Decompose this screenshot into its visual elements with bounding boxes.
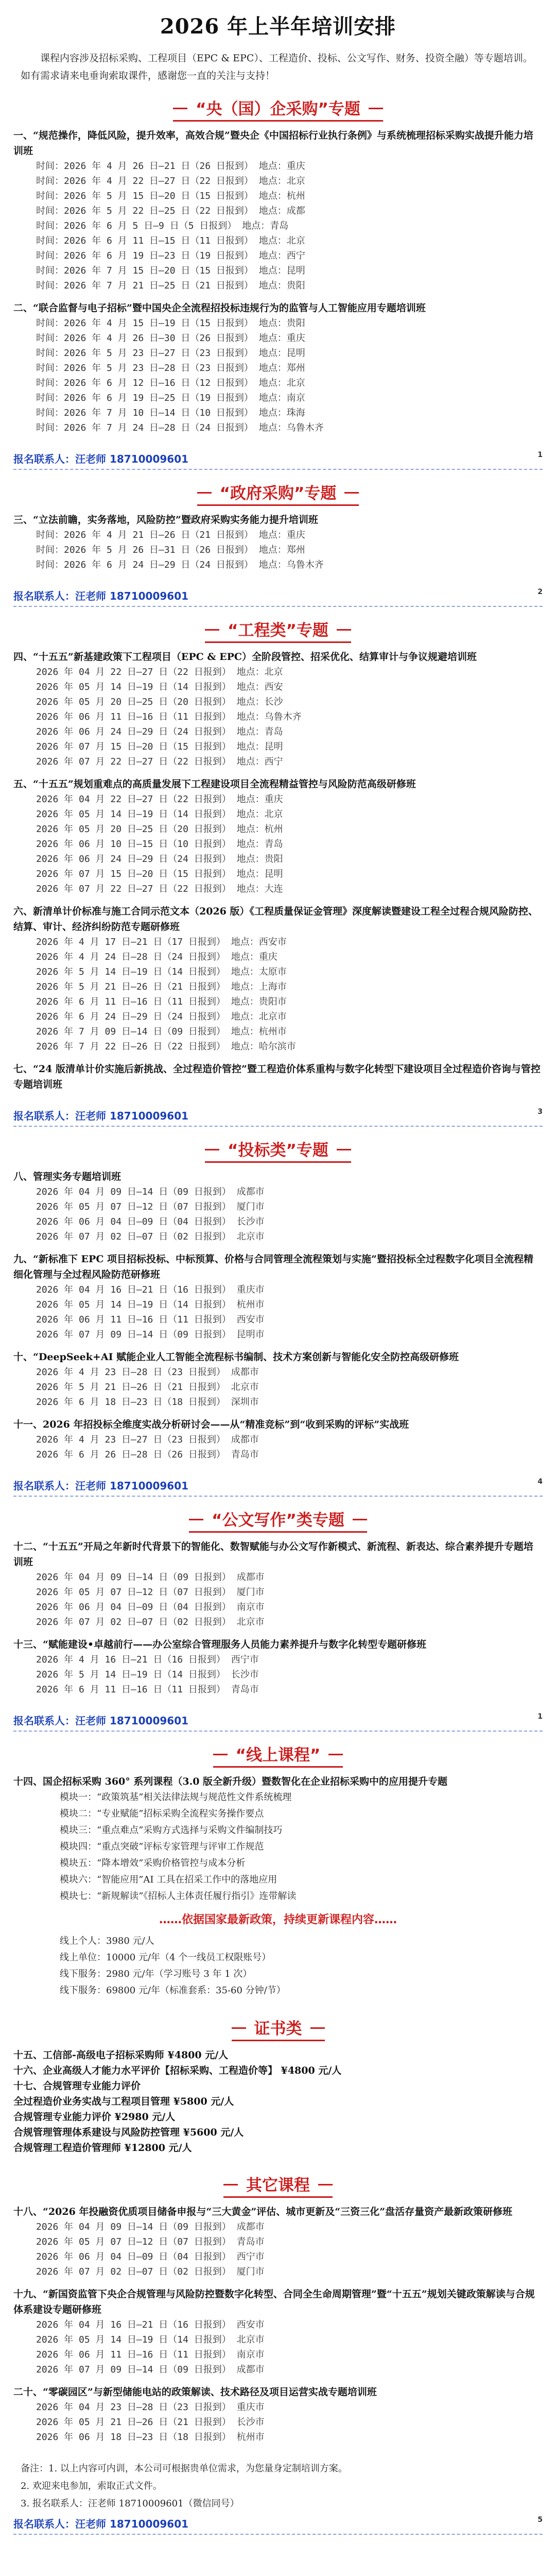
- session-row: 2026 年 05 月 14 日—19 日（14 日报到） 地点：北京: [36, 809, 283, 820]
- course-title: 七、“24 版清单计价实施后新挑战、全过程造价管控”暨工程造价体系重构与数字化转型下建设项目全过程造价咨询与管控专题培训班: [13, 1063, 541, 1090]
- session-row: 2026 年 04 月 22 日—27 日（22 日报到） 地点：重庆: [36, 794, 283, 805]
- session-row: 2026 年 4 月 16 日—21 日（16 日报到） 西宁市: [36, 1654, 259, 1665]
- module-item: 模块六：“智能应用”AI 工具在招采工作中的落地应用: [60, 1874, 277, 1885]
- session-row: 2026 年 5 月 14 日—19 日（14 日报到） 地点：太原市: [36, 967, 287, 977]
- course-block: [13, 776, 543, 896]
- topic-banner-text: “公文写作”类专题: [189, 1506, 367, 1533]
- session-row: 时间：2026 年 7 月 15 日—20 日（15 日报到） 地点：昆明: [36, 265, 305, 276]
- session-row: 时间：2026 年 7 月 10 日—14 日（10 日报到） 地点：珠海: [36, 408, 305, 418]
- certs-banner: 证书类: [13, 2014, 543, 2041]
- topic-section: [13, 479, 543, 572]
- contact-label[interactable]: 报名联系人：汪老师 18710009601: [13, 1480, 189, 1492]
- contact-line[interactable]: [13, 1478, 543, 1497]
- contact-label[interactable]: 报名联系人：汪老师 18710009601: [13, 1715, 189, 1727]
- session-row: 2026 年 04 月 16 日—21 日（16 日报到） 西安市: [36, 2319, 265, 2330]
- course-title: 十一、2026 年招投标全维度实战分析研讨会——从“精准竞标”到“收到采购的评标”实战班: [13, 1419, 409, 1430]
- course-title: 四、“十五五”新基建政策下工程项目（EPC & EPC）全阶段管控、招采优化、结算审计与争议规避培训班: [13, 651, 477, 663]
- course-title: 十八、“2026 年投融资优质项目储备申报与“三大黄金”评估、城市更新及“三资三化”盘活存量资产最新政策研修班: [13, 2206, 513, 2217]
- course-block: [13, 128, 543, 293]
- course-title: 十二、“十五五”开局之年新时代背景下的智能化、数智赋能与办公文写作新模式、新流程、新表达、综合素养提升专题培训班: [13, 1541, 533, 1568]
- page-number: 5: [537, 2516, 543, 2524]
- topic-banner: [13, 1506, 543, 1533]
- course-block: [13, 1637, 543, 1697]
- contact-label[interactable]: 报名联系人：汪老师 18710009601: [13, 1110, 189, 1122]
- course-block: [13, 2286, 543, 2377]
- session-row: 2026 年 6 月 26 日—28 日（26 日报到） 青岛市: [36, 1449, 259, 1460]
- course-block: [13, 904, 543, 1054]
- cert-item: 全过程造价业务实战与工程项目管理 ¥5800 元/人: [13, 2096, 234, 2107]
- other-course-list: [13, 2204, 543, 2445]
- sections-container: [0, 95, 556, 1732]
- course-title: 十三、“赋能建设•卓越前行——办公室综合管理服务人员能力素养提升与数字化转型专题研修班: [13, 1639, 427, 1650]
- topic-banner-text: “投标类”专题: [205, 1136, 351, 1163]
- session-row: 时间：2026 年 4 月 26 日—30 日（26 日报到） 地点：重庆: [36, 333, 305, 344]
- note-line: 2. 欢迎来电参加，索取正式文件。: [21, 2481, 162, 2492]
- course-block: [13, 1539, 543, 1630]
- course-title: 九、“新标准下 EPC 项目招标投标、中标预算、价格与合同管理全流程策划与实施”暨招投标全过程数字化项目全流程精细化管理与全过程风险防范研修班: [13, 1253, 533, 1280]
- session-row: 2026 年 5 月 21 日—26 日（21 日报到） 地点：上海市: [36, 981, 287, 992]
- session-row: 时间：2026 年 6 月 19 日—25 日（19 日报到） 地点：南京: [36, 393, 305, 403]
- module-item: 模块五：“降本增效”采购价格管控与成本分析: [60, 1858, 246, 1869]
- course-block: [13, 649, 543, 769]
- other-banner: 其它课程: [13, 2171, 543, 2198]
- course-title: 二、“联合监督与电子招标”暨中国央企全流程招投标违规行为的监管与人工智能应用专题培训班: [13, 302, 426, 314]
- page-number: 1: [537, 451, 543, 459]
- page-number: 2: [537, 588, 543, 596]
- contact-line[interactable]: [13, 1108, 543, 1127]
- session-row: 2026 年 07 月 09 日—14 日（09 日报到） 成都市: [36, 2364, 265, 2375]
- session-row: 2026 年 05 月 14 日—19 日（14 日报到） 北京市: [36, 2334, 265, 2345]
- session-row: 2026 年 04 月 23 日—28 日（23 日报到） 重庆市: [36, 2402, 265, 2413]
- session-row: 2026 年 07 月 09 日—14 日（09 日报到） 昆明市: [36, 1329, 265, 1340]
- note-line: 3. 报名联系人：汪老师 18710009601（微信同号）: [21, 2498, 239, 2509]
- session-row: 2026 年 05 月 20 日—25 日（20 日报到） 地点：杭州: [36, 824, 283, 835]
- course-title: 六、新清单计价标准与施工合同示范文本（2026 版）《工程质量保证金管理》深度解读暨建设工程全过程合规风险防控、结算、审计、经济纠纷防范专题研修班: [13, 906, 538, 933]
- session-row: 2026 年 06 月 04 日—09 日（04 日报到） 长沙市: [36, 1216, 265, 1227]
- session-row: 时间：2026 年 4 月 21 日—26 日（21 日报到） 地点：重庆: [36, 530, 305, 540]
- session-row: 2026 年 6 月 11 日—16 日（11 日报到） 青岛市: [36, 1684, 259, 1695]
- session-row: 时间：2026 年 7 月 21 日—25 日（21 日报到） 地点：贵阳: [36, 280, 305, 291]
- session-row: 2026 年 07 月 15 日—20 日（15 日报到） 地点：昆明: [36, 869, 283, 879]
- module-item: 模块二：“专业赋能”招标采购全流程实务操作要点: [60, 1808, 264, 1819]
- topic-banner-text: “央（国）企采购”专题: [173, 95, 383, 122]
- cert-item: 合规管理工程造价管理师 ¥12800 元/人: [13, 2142, 192, 2154]
- session-row: 2026 年 06 月 11 日—16 日（11 日报到） 西安市: [36, 1314, 265, 1325]
- cert-item: 十七、合规管理专业能力评价: [13, 2080, 141, 2092]
- session-row: 2026 年 06 月 24 日—29 日（24 日报到） 地点：青岛: [36, 726, 283, 737]
- module-item: 模块三：“重点难点”采购方式选择与采购文件编制技巧: [60, 1825, 283, 1836]
- session-row: 2026 年 06 月 10 日—15 日（10 日报到） 地点：青岛: [36, 839, 283, 850]
- module-list: [13, 1789, 543, 1905]
- session-row: 2026 年 5 月 14 日—19 日（14 日报到） 长沙市: [36, 1669, 259, 1680]
- page-number: 3: [537, 1108, 543, 1116]
- contact-line[interactable]: [13, 1713, 543, 1732]
- price-item: 线下服务：69800 元/年（标准套系：35-60 分钟/节）: [60, 1985, 286, 1996]
- session-row: 2026 年 5 月 21 日—26 日（21 日报到） 北京市: [36, 1382, 259, 1393]
- session-row: 2026 年 06 月 24 日—29 日（24 日报到） 地点：贵阳: [36, 854, 283, 865]
- session-row: 2026 年 04 月 22 日—27 日（22 日报到） 地点：北京: [36, 667, 283, 677]
- certs-section: [13, 2014, 543, 2156]
- other-section: [13, 2171, 543, 2445]
- intro-paragraph: 课程内容涉及招标采购、工程项目（EPC & EPC）、工程造价、投标、公文写作、财务、投资全融）等专题培训。如有需求请来电垂询索取课件，感谢您一直的关注与支持！: [21, 53, 533, 81]
- course-title: 十九、“新国资监管下央企合规管理与风险防控暨数字化转型、合同全生命周期管理”暨“十五五”规划关键政策解读与合规体系建设专题研修班: [13, 2289, 535, 2315]
- session-row: 时间：2026 年 6 月 11 日—15 日（11 日报到） 地点：北京: [36, 235, 305, 246]
- module-item: 模块一：“政策筑基”相关法律法规与规范性文件系统梳理: [60, 1792, 292, 1803]
- cert-item: 十五、工信部-高级电子招标采购师 ¥4800 元/人: [13, 2049, 229, 2061]
- cert-item: 合规管理管理体系建设与风险防控管理 ¥5600 元/人: [13, 2127, 244, 2138]
- course-block: [13, 1349, 543, 1410]
- course-title: 三、“立法前瞻，实务落地，风险防控”暨政府采购实务能力提升培训班: [13, 514, 318, 526]
- module-item: 模块四：“重点突破”评标专家管理与评审工作规范: [60, 1841, 264, 1852]
- price-item: 线上个人：3980 元/人: [60, 1936, 154, 1946]
- course-block: [13, 2204, 543, 2279]
- price-item: 线下服务：2980 元/年（学习账号 3 年 1 次）: [60, 1969, 252, 1979]
- contact-line[interactable]: [13, 451, 543, 470]
- course-block: [13, 1061, 543, 1092]
- page-number: 4: [537, 1478, 543, 1486]
- session-row: 2026 年 06 月 18 日—23 日（18 日报到） 杭州市: [36, 2432, 265, 2443]
- session-row: 时间：2026 年 5 月 22 日—25 日（22 日报到） 地点：成都: [36, 206, 305, 216]
- session-row: 2026 年 6 月 18 日—23 日（18 日报到） 深圳市: [36, 1397, 259, 1408]
- session-row: 时间：2026 年 6 月 24 日—29 日（24 日报到） 地点：乌鲁木齐: [36, 560, 324, 570]
- cert-item: 十六、企业高级人才能力水平评价【招标采购、工程造价等】 ¥4800 元/人: [13, 2065, 342, 2076]
- session-row: 时间：2026 年 4 月 26 日—21 日（26 日报到） 地点：重庆: [36, 161, 305, 172]
- session-row: 2026 年 7 月 22 日—26 日（22 日报到） 地点：哈尔滨市: [36, 1041, 296, 1052]
- contact-line[interactable]: [13, 588, 543, 607]
- topic-banner: [13, 616, 543, 643]
- session-row: 2026 年 4 月 17 日—21 日（17 日报到） 地点：西安市: [36, 937, 287, 947]
- course-block: [13, 512, 543, 572]
- topic-section: [13, 1506, 543, 1697]
- course-block: [13, 1417, 543, 1462]
- topic-section: [13, 95, 543, 435]
- session-row: 2026 年 04 月 16 日—21 日（16 日报到） 重庆市: [36, 1284, 265, 1295]
- session-row: 2026 年 07 月 02 日—07 日（02 日报到） 北京市: [36, 1617, 265, 1628]
- contact-label[interactable]: 报名联系人：汪老师 18710009601: [13, 590, 189, 602]
- price-item: 线上单位：10000 元/年（4 个一线员工权限账号）: [60, 1952, 271, 1963]
- session-row: 时间：2026 年 6 月 19 日—23 日（19 日报到） 地点：西宁: [36, 250, 305, 261]
- session-row: 2026 年 07 月 22 日—27 日（22 日报到） 地点：西宁: [36, 756, 283, 767]
- course-title: 八、管理实务专题培训班: [13, 1171, 121, 1182]
- session-row: 2026 年 6 月 24 日—29 日（24 日报到） 地点：北京市: [36, 1011, 287, 1022]
- module-item: 模块七：“新规解读”《招标人主体责任履行指引》连带解读: [60, 1891, 297, 1902]
- note-line: 备注：1. 以上内容可内训，本公司可根据贵单位需求，为您量身定制培训方案。: [21, 2463, 348, 2474]
- contact-label[interactable]: 报名联系人：汪老师 18710009601: [13, 2518, 189, 2530]
- session-row: 时间：2026 年 6 月 12 日—16 日（12 日报到） 地点：北京: [36, 378, 305, 388]
- session-row: 2026 年 05 月 07 日—12 日（07 日报到） 青岛市: [36, 2236, 265, 2247]
- topic-section: [13, 616, 543, 1092]
- page-title: 2026 年上半年培训安排: [160, 14, 396, 39]
- session-row: 时间：2026 年 4 月 15 日—19 日（15 日报到） 地点：贵阳: [36, 318, 305, 329]
- topic-banner: [13, 479, 543, 506]
- session-row: 2026 年 06 月 11 日—16 日（11 日报到） 地点：乌鲁木齐: [36, 711, 302, 722]
- session-row: 2026 年 04 月 09 日—14 日（09 日报到） 成都市: [36, 1187, 265, 1197]
- session-row: 2026 年 05 月 21 日—26 日（21 日报到） 长沙市: [36, 2417, 265, 2428]
- session-row: 2026 年 06 月 04 日—09 日（04 日报到） 南京市: [36, 1602, 265, 1613]
- session-row: 时间：2026 年 5 月 15 日—20 日（15 日报到） 地点：杭州: [36, 191, 305, 201]
- course-title: 二十、“零碳园区”与新型储能电站的政策解读、技术路径及项目运营实战专题培训班: [13, 2386, 377, 2398]
- session-row: 时间：2026 年 5 月 26 日—31 日（26 日报到） 地点：郑州: [36, 545, 305, 555]
- topic-banner-text: “工程类”专题: [205, 616, 351, 643]
- session-row: 时间：2026 年 5 月 23 日—28 日（23 日报到） 地点：郑州: [36, 363, 305, 374]
- session-row: 2026 年 4 月 24 日—28 日（24 日报到） 地点：重庆: [36, 952, 277, 962]
- online-banner: “线上课程”: [13, 1741, 543, 1768]
- page-number: 1: [537, 1713, 543, 1721]
- session-row: 2026 年 4 月 23 日—28 日（23 日报到） 成都市: [36, 1367, 259, 1378]
- session-row: 2026 年 04 月 09 日—14 日（09 日报到） 成都市: [36, 2222, 265, 2232]
- cert-list: [13, 2047, 543, 2156]
- update-highlight: ……依据国家最新政策，持续更新课程内容……: [159, 1913, 397, 1926]
- session-row: 时间：2026 年 5 月 23 日—27 日（23 日报到） 地点：昆明: [36, 348, 305, 359]
- session-row: 2026 年 07 月 15 日—20 日（15 日报到） 地点：昆明: [36, 741, 283, 752]
- session-row: 2026 年 04 月 09 日—14 日（09 日报到） 成都市: [36, 1572, 265, 1583]
- session-row: 2026 年 7 月 09 日—14 日（09 日报到） 地点：杭州市: [36, 1026, 287, 1037]
- contact-footer[interactable]: [13, 2516, 543, 2535]
- course-title: 一、“规范操作，降低风险，提升效率，高效合规”暨央企《中国招标行业执行条例》与系统梳理招标采购实战提升能力培训班: [13, 130, 533, 157]
- session-row: 2026 年 07 月 02 日—07 日（02 日报到） 厦门市: [36, 2266, 265, 2277]
- session-row: 2026 年 07 月 02 日—07 日（02 日报到） 北京市: [36, 1231, 265, 1242]
- session-row: 时间：2026 年 7 月 24 日—28 日（24 日报到） 地点：乌鲁木齐: [36, 422, 324, 433]
- course-title: 十、“DeepSeek+AI 赋能企业人工智能全流程标书编制、技术方案创新与智能化安全防控高级研修班: [13, 1351, 459, 1363]
- session-row: 2026 年 05 月 20 日—25 日（20 日报到） 地点：长沙: [36, 697, 283, 707]
- session-row: 2026 年 07 月 22 日—27 日（22 日报到） 地点：大连: [36, 884, 283, 894]
- course-block: [13, 2384, 543, 2445]
- cert-item: 合规管理专业能力评价 ¥2980 元/人: [13, 2111, 176, 2123]
- course-title: 五、“十五五”规划重难点的高质量发展下工程建设项目全流程精益管控与风险防范高级研修班: [13, 778, 416, 790]
- online-course-title: 十四、国企招标采购 360° 系列课程（3.0 版全新升级）暨数智化在企业招标采购中的应用提升专题: [13, 1776, 448, 1787]
- topic-banner: [13, 1136, 543, 1163]
- course-block: [13, 1251, 543, 1342]
- course-block: [13, 1169, 543, 1244]
- header: [0, 0, 556, 49]
- topic-banner-text: “政府采购”专题: [197, 479, 359, 506]
- session-row: 2026 年 05 月 07 日—12 日（07 日报到） 厦门市: [36, 1201, 265, 1212]
- notes: [21, 2460, 535, 2513]
- price-list: [13, 1933, 543, 1999]
- session-row: 2026 年 6 月 11 日—16 日（11 日报到） 地点：贵阳市: [36, 996, 287, 1007]
- contact-label[interactable]: 报名联系人：汪老师 18710009601: [13, 453, 189, 465]
- session-row: 时间：2026 年 6 月 5 日—9 日（5 日报到） 地点：青岛: [36, 221, 289, 231]
- session-row: 2026 年 05 月 07 日—12 日（07 日报到） 厦门市: [36, 1587, 265, 1598]
- session-row: 2026 年 05 月 14 日—19 日（14 日报到） 杭州市: [36, 1299, 265, 1310]
- topic-banner: [13, 95, 543, 122]
- topic-section: [13, 1136, 543, 1462]
- session-row: 2026 年 05 月 14 日—19 日（14 日报到） 地点：西安: [36, 682, 283, 692]
- course-block: [13, 300, 543, 435]
- session-row: 时间：2026 年 4 月 22 日—27 日（22 日报到） 地点：北京: [36, 176, 305, 187]
- session-row: 2026 年 06 月 11 日—16 日（11 日报到） 南京市: [36, 2349, 265, 2360]
- session-row: 2026 年 4 月 23 日—27 日（23 日报到） 成都市: [36, 1434, 259, 1445]
- online-section: [13, 1741, 543, 1999]
- session-row: 2026 年 06 月 04 日—09 日（04 日报到） 西宁市: [36, 2251, 265, 2262]
